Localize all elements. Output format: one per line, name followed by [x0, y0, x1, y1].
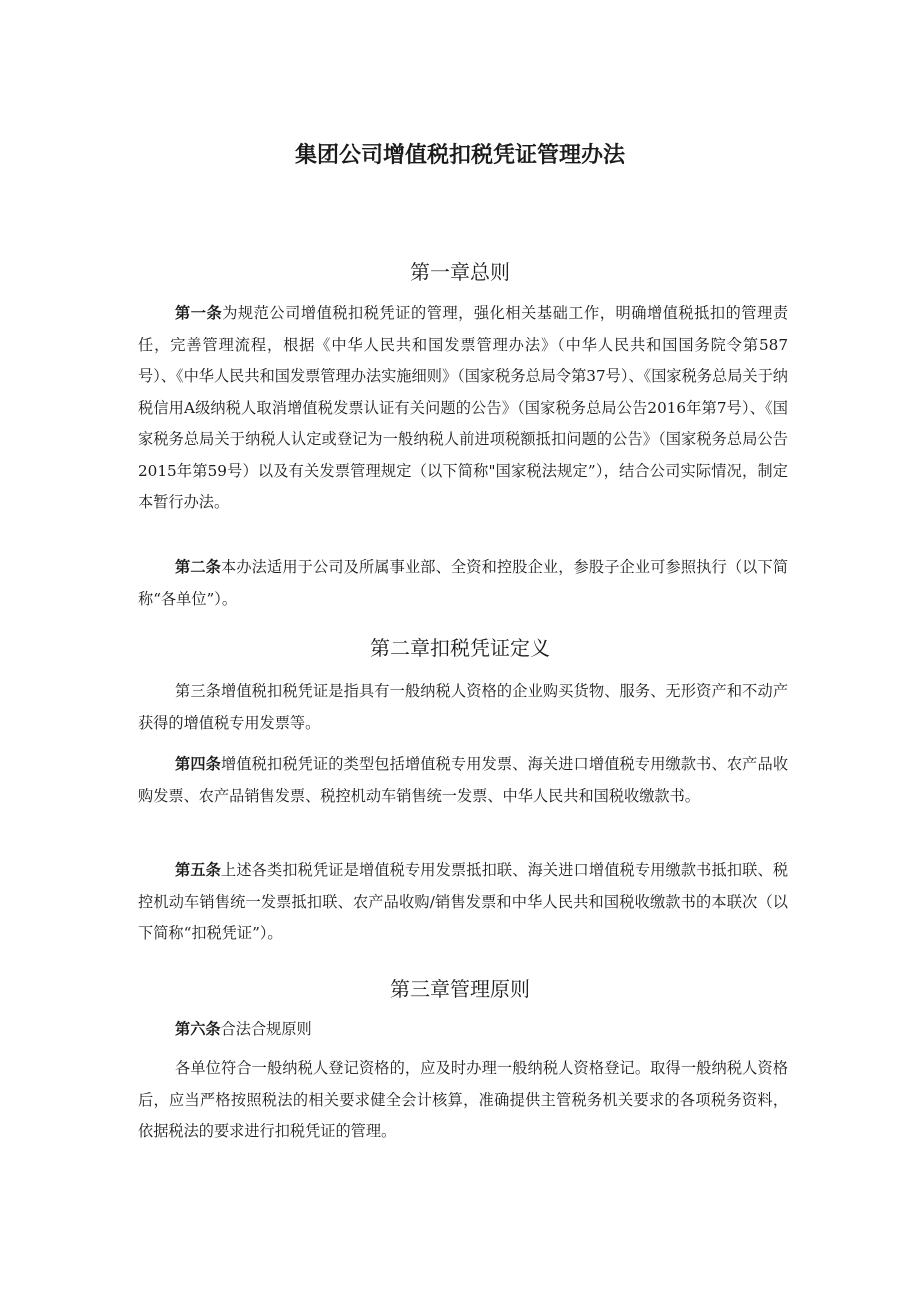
- article-6-body: [138, 1053, 788, 1148]
- article-text: 各单位符合一般纳税人登记资格的，应及时办理一般纳税人资格登记。取得一般纳税人资格后，应当严格按照税法的相关要求健全会计核算，准确提供主管税务机关要求的各项税务资料，依据税法的要求进行扣税凭证的管理。: [138, 1059, 788, 1140]
- article-label: 第六条: [175, 1020, 221, 1038]
- article-label: 第三条: [175, 682, 221, 700]
- chapter-heading-1: 第一章总则: [410, 260, 510, 284]
- article-3: [138, 676, 788, 739]
- article-4: [138, 749, 788, 812]
- article-text: 合法合规原则: [220, 1020, 312, 1038]
- article-6: [138, 1014, 788, 1046]
- article-5: [138, 855, 788, 950]
- article-2: [138, 552, 788, 615]
- article-label: 第一条: [175, 304, 223, 322]
- chapter-heading-3: 第三章管理原则: [390, 977, 530, 1001]
- article-text: 本办法适用于公司及所属事业部、全资和控股企业，参股子企业可参照执行（以下简称“各单位”）。: [138, 558, 789, 608]
- article-text: 增值税扣税凭证的类型包括增值税专用发票、海关进口增值税专用缴款书、农产品收购发票、农产品销售发票、税控机动车销售统一发票、中华人民共和国税收缴款书。: [138, 755, 789, 805]
- article-label: 第五条: [175, 861, 221, 879]
- article-1: [138, 298, 788, 519]
- article-label: 第二条: [175, 558, 221, 576]
- chapter-heading-2: 第二章扣税凭证定义: [370, 636, 550, 660]
- article-text: 上述各类扣税凭证是增值税专用发票抵扣联、海关进口增值税专用缴款书抵扣联、税控机动车销售统一发票抵扣联、农产品收购/销售发票和中华人民共和国税收缴款书的本联次（以下简称“扣税凭证”）。: [138, 861, 789, 942]
- article-text: 增值税扣税凭证是指具有一般纳税人资格的企业购买货物、服务、无形资产和不动产获得的增值税专用发票等。: [138, 682, 789, 732]
- article-text: 为规范公司增值税扣税凭证的管理，强化相关基础工作，明确增值税抵扣的管理责任，完善管理流程，根据《中华人民共和国发票管理办法》（中华人民共和国国务院令第587号）、《中华人民共和国发票管理办法实施细则》（国家税务总局令第37号）、《国家税务总局关于纳税信用A级纳税人取消增值税发票认证有关问题的公告》（国家税务总局公告2016年第7号）、《国家税务总局关于纳税人认定或登记为一般纳税人前进项税额抵扣问题的公告》（国家税务总局公告2015年第59号）以及有关发票管理规定（以下简称"国家税法规定”），结合公司实际情况，制定本暂行办法。: [138, 304, 789, 511]
- document-title: 集团公司增值税扣税凭证管理办法: [294, 143, 625, 168]
- article-label: 第四条: [175, 755, 221, 773]
